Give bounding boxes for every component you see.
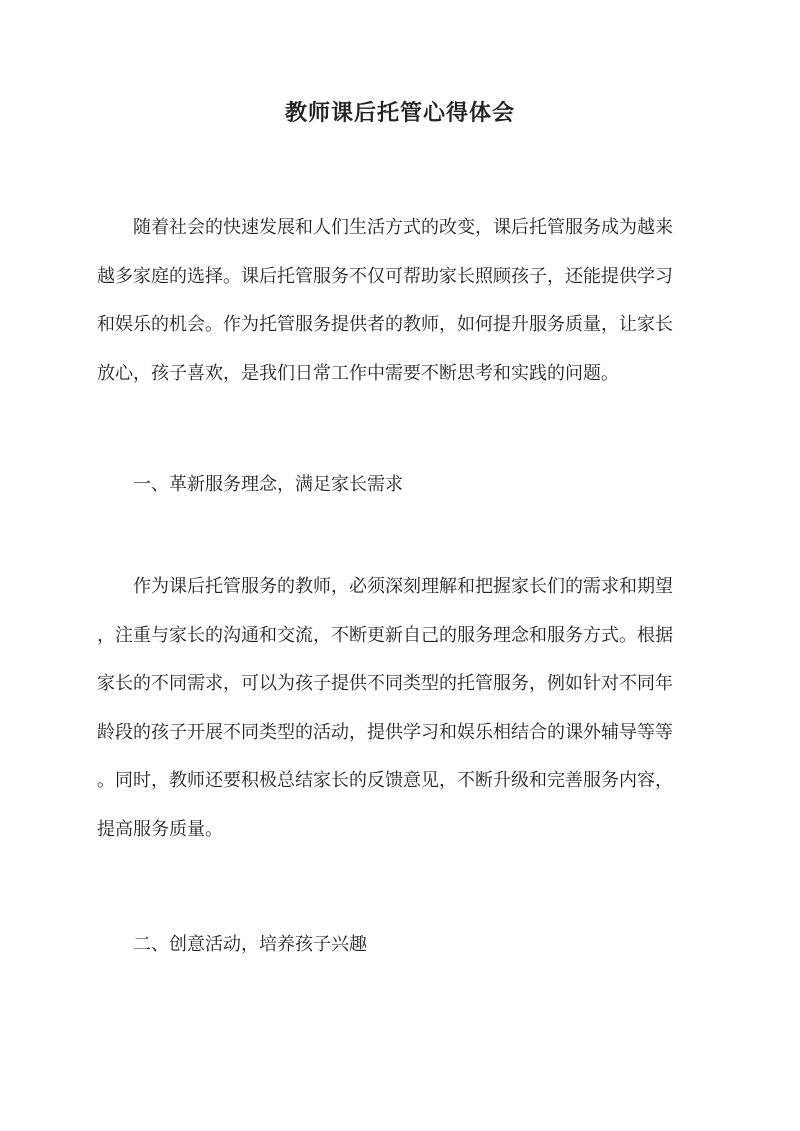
paragraph-line: 放心，孩子喜欢，是我们日常工作中需要不断思考和实践的问题。 [97, 362, 619, 384]
intro-paragraph [97, 204, 703, 398]
section-heading-1: 一、革新服务理念，满足家长需求 [133, 474, 403, 495]
section-heading-2: 二、创意活动，培养孩子兴趣 [133, 934, 367, 955]
section-1-paragraph [97, 563, 703, 854]
paragraph-line: 和娱乐的机会。作为托管服务提供者的教师，如何提升服务质量，让家长 [97, 314, 673, 335]
paragraph-line: 随着社会的快速发展和人们生活方式的改变，课后托管服务成为越来 [133, 217, 673, 238]
paragraph-line: 提高服务质量。 [97, 818, 223, 840]
paragraph-line: 龄段的孩子开展不同类型的活动，提供学习和娱乐相结合的课外辅导等等 [97, 721, 673, 743]
paragraph-line: 家长的不同需求，可以为孩子提供不同类型的托管服务，例如针对不同年 [97, 673, 673, 694]
document-title: 教师课后托管心得体会 [284, 100, 515, 126]
paragraph-line: 作为课后托管服务的教师，必须深刻理解和把握家长们的需求和期望 [133, 576, 673, 597]
paragraph-line: 越多家庭的选择。课后托管服务不仅可帮助家长照顾孩子，还能提供学习 [97, 265, 673, 287]
paragraph-line: 。同时，教师还要积极总结家长的反馈意见，不断升级和完善服务内容， [97, 770, 673, 791]
paragraph-line: ，注重与家长的沟通和交流，不断更新自己的服务理念和服务方式。根据 [97, 624, 673, 646]
